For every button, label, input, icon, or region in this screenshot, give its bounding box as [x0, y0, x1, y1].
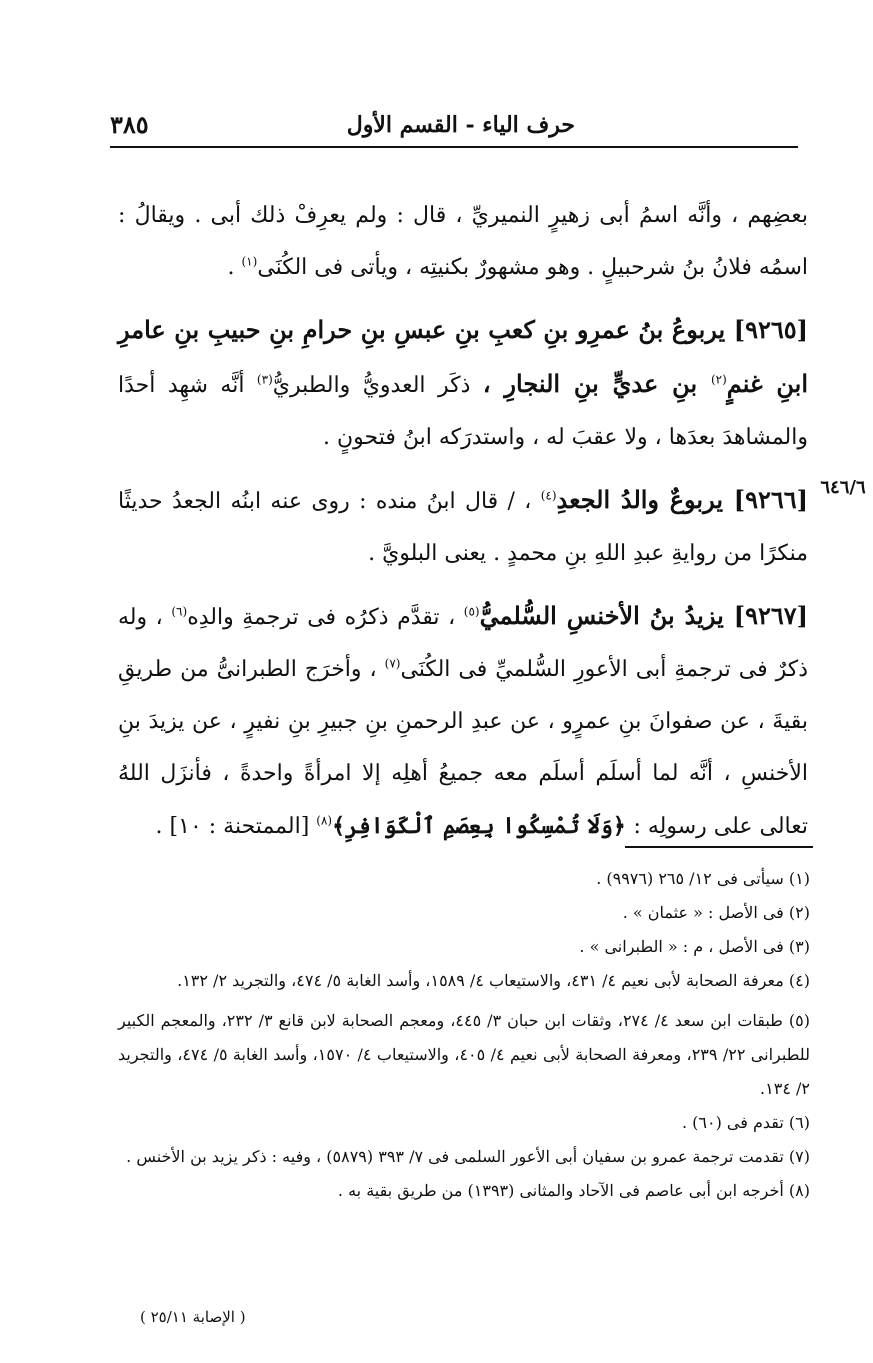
footnote-ref[interactable]: (١): [241, 254, 258, 269]
header-rule: [110, 146, 798, 148]
entry-heading: [٩٢٦٥] يربوعُ بنُ عمرِو بنِ كعبِ بنِ عبسِ بنِ حرامِ بنِ حبيبِ بنِ عامرِ ابنِ غنمٍ: [118, 315, 808, 398]
entry-9265: [118, 304, 808, 464]
footnote-2: (٢) فى الأصل : « عثمان » .: [622, 903, 810, 922]
entry-text: ذكَر العدويُّ والطبريُّ: [272, 373, 483, 398]
source-reference: ( الإصابة ٢٥/١١ ): [140, 1308, 246, 1326]
footnote-ref[interactable]: (٤): [540, 488, 557, 503]
footnote-ref[interactable]: (٢): [710, 372, 727, 387]
footnote-1: (١) سيأتى فى ١٢/ ٢٦٥ (٩٩٧٦) .: [596, 869, 810, 888]
footnote-ref[interactable]: (٣): [256, 372, 273, 387]
entry-9267: [118, 590, 808, 853]
entry-text: ، وله ذكرٌ فى ترجمةِ أبى الأعورِ السُّلميِّ فى الكُنَى: [118, 605, 808, 682]
page-number: ٣٨٥: [110, 110, 149, 139]
footnote-ref[interactable]: (٦): [171, 604, 188, 619]
footnote-5: (٥) طبقات ابن سعد ٤/ ٢٧٤، وثقات ابن حبان ٣/ ٤٤٥، ومعجم الصحابة لابن قانع ٣/ ٢٣٢، والمعجم الكبير للطبرانى ٢٢/ ٢٣٩، ومعرفة الصحابة لأبى نعيم ٤/ ٤٠٥، والاستيعاب ٤/ ١٥٧٠، وأسد الغابة ٥/ ٤٧٤، والتجريد ٢/ ١٣٤.: [118, 1011, 810, 1098]
entry-heading: [٩٢٦٧] يزيدُ بنُ الأخنسِ السُّلميُّ: [479, 601, 808, 630]
footnote-7: (٧) تقدمت ترجمة عمرو بن سفيان أبى الأعور السلمى فى ٧/ ٣٩٣ (٥٨٧٩) ، وفيه : ذكر يزيد بن الأخنس .: [126, 1147, 810, 1166]
header-title: حرف الياء - القسم الأول: [346, 112, 575, 138]
footnote-ref[interactable]: (٥): [463, 604, 480, 619]
footnote-4: (٤) معرفة الصحابة لأبى نعيم ٤/ ٤٣١، والاستيعاب ٤/ ١٥٨٩، وأسد الغابة ٥/ ٤٧٤، والتجريد ٢/ ١٣٢.: [177, 971, 810, 990]
entry-heading: [٩٢٦٦] يربوعٌ والدُ الجعدِ: [556, 485, 808, 514]
paragraph-tail: .: [227, 255, 242, 280]
footnote-ref[interactable]: (٧): [384, 656, 401, 671]
running-header: [110, 112, 800, 146]
paragraph-continuation: [118, 190, 808, 294]
footnote-ref[interactable]: (٨): [316, 813, 333, 828]
quran-verse: ﴿وَلَا تُمْسِكُوا بِعِصَمِ ٱلْكَوَافِرِ﴾: [332, 813, 634, 839]
main-text: [118, 190, 808, 863]
entry-heading-cont: بنِ عديٍّ بنِ النجارِ ،: [482, 369, 711, 398]
footnotes: [118, 862, 810, 1208]
entry-9266: [118, 474, 808, 580]
footnote-rule: [625, 846, 813, 848]
verse-reference: [الممتحنة : ١٠] .: [155, 814, 317, 839]
entry-text: ، تقدَّم ذكرُه فى ترجمةِ والدِه: [187, 605, 464, 630]
entry-text: ، وأخرَج الطبرانىُّ من طريقِ بقيةَ ، عن صفوانَ بنِ عمرٍو ، عن عبدِ الرحمنِ بنِ جبيرِ بنِ نفيرٍ ، عن يزيدَ بنِ الأخنسِ ، أنَّه لما أسلَم أسلَم معه جميعُ أهلِه إلا امرأةً واحدةً ، فأنزَل اللهُ تعالى على رسولِه :: [118, 657, 808, 839]
footnote-6: (٦) تقدم فى (٦٠) .: [681, 1113, 810, 1132]
entry-text: ، / قال ابنُ منده : روى عنه ابنُه الجعدُ حديثًا منكرًا من روايةِ عبدِ اللهِ بنِ محمدٍ . يعنى البلويَّ .: [118, 489, 808, 566]
footnote-3: (٣) فى الأصل ، م : « الطبرانى » .: [579, 937, 810, 956]
entry-text: أنَّه شهِد أحدًا والمشاهدَ بعدَها ، ولا عقبَ له ، واستدرَكه ابنُ فتحونٍ .: [118, 373, 808, 450]
margin-note: ٦٤٦/٦: [820, 477, 866, 498]
footnote-8: (٨) أخرجه ابن أبى عاصم فى الآحاد والمثانى (١٣٩٣) من طريق بقية به .: [337, 1181, 810, 1200]
paragraph-text: بعضِهم ، وأنَّه اسمُ أبى زهيرٍ النميريِّ ، قال : ولم يعرِفْ ذلك أبى . ويقالُ : اسمُه فلانُ بنُ شرحبيلٍ . وهو مشهورٌ بكنيتِه ، ويأتى فى الكُنَى: [118, 203, 808, 280]
